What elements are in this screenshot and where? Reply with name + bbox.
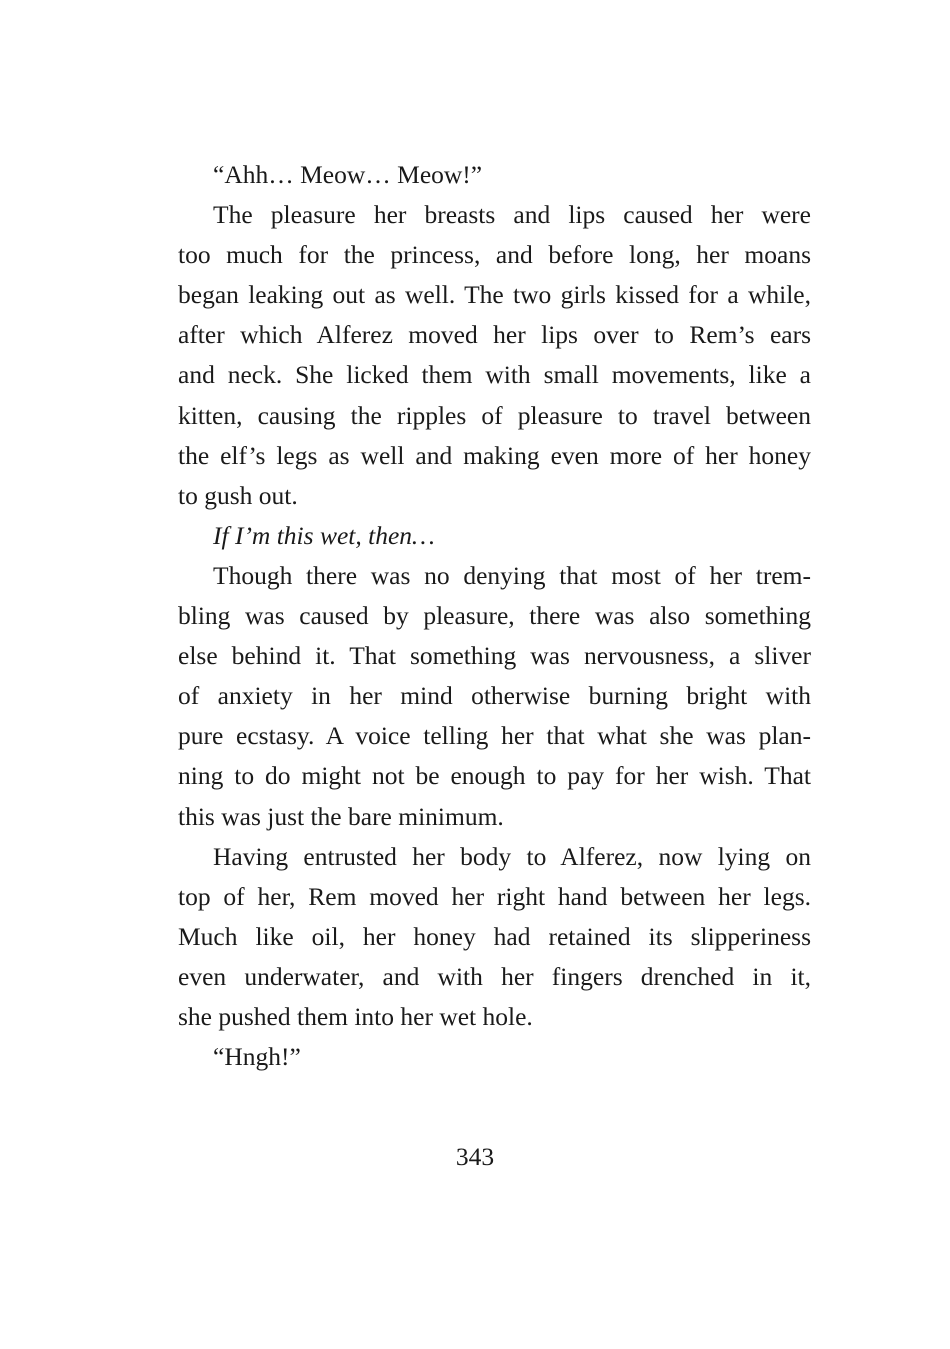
text-line: this was just the bare minimum. — [178, 801, 504, 831]
paragraph — [143, 155, 811, 195]
page-body — [143, 155, 811, 1077]
text-line: and neck. She licked them with small movements, like a — [178, 360, 811, 390]
text-line: to gush out. — [178, 480, 298, 510]
text-line: Though there was no denying that most of her trem- — [213, 560, 811, 590]
text-line: Having entrusted her body to Alferez, now lying on — [213, 841, 811, 871]
text-line: “Ahh… Meow… Meow!” — [213, 160, 483, 189]
paragraph — [143, 837, 811, 1037]
text-line: she pushed them into her wet hole. — [178, 1001, 533, 1031]
text-line: If I’m this wet, then… — [213, 520, 435, 550]
text-line: even underwater, and with her fingers drenched in it, — [178, 961, 811, 991]
text-line: “Hngh!” — [213, 1042, 301, 1072]
text-line: of anxiety in her mind otherwise burning bright with — [178, 681, 811, 711]
text-line: kitten, causing the ripples of pleasure to travel between — [178, 400, 811, 430]
text-line: began leaking out as well. The two girls kissed for a while, — [178, 280, 811, 310]
text-line: Much like oil, her honey had retained its slipperiness — [178, 921, 811, 951]
text-line: top of her, Rem moved her right hand between her legs. — [178, 881, 811, 911]
text-line: after which Alferez moved her lips over to Rem’s ears — [178, 320, 811, 350]
text-line: ning to do might not be enough to pay for her wish. That — [178, 761, 811, 791]
text-line: The pleasure her breasts and lips caused her were — [213, 200, 811, 230]
paragraph — [143, 195, 811, 516]
page-number: 343 — [455, 1142, 495, 1171]
paragraph — [143, 1037, 811, 1077]
paragraph — [143, 556, 811, 837]
text-line: pure ecstasy. A voice telling her that what she was plan- — [178, 721, 811, 751]
text-line: bling was caused by pleasure, there was also something — [178, 601, 811, 631]
text-line: the elf’s legs as well and making even more of her honey — [178, 440, 811, 470]
paragraph-italic-thought — [143, 516, 811, 556]
text-line: too much for the princess, and before long, her moans — [178, 240, 811, 270]
text-line: else behind it. That something was nervousness, a sliver — [178, 641, 811, 671]
